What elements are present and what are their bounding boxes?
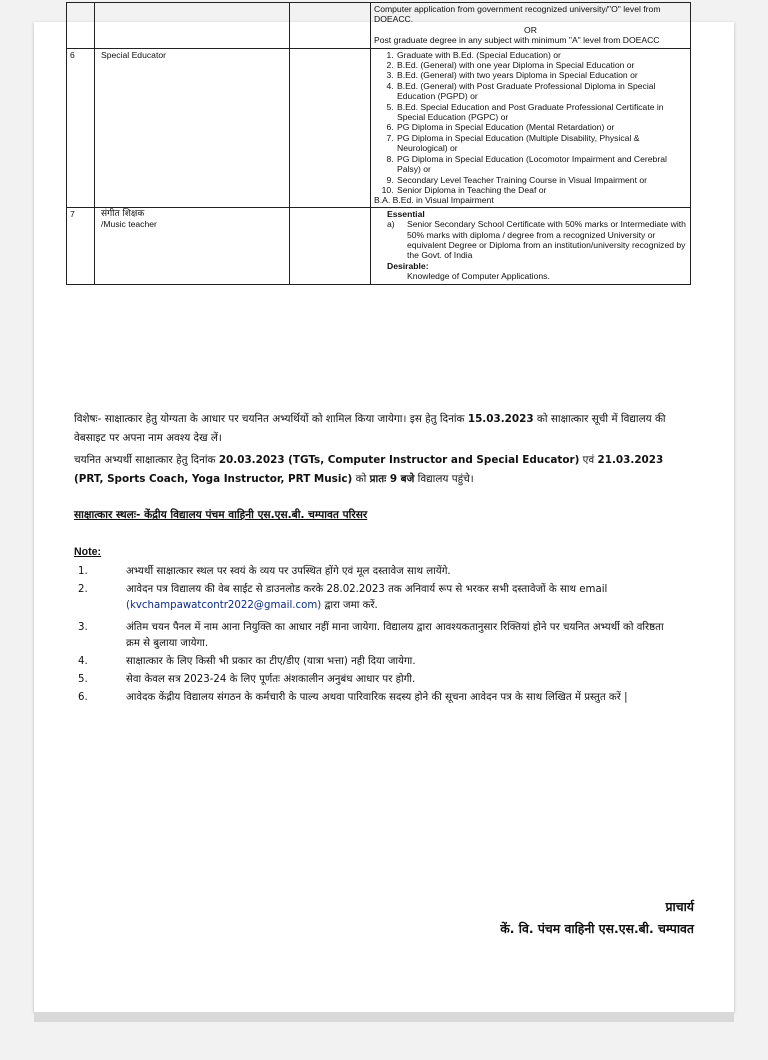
serial-number: 7 — [67, 207, 95, 284]
list-item: 5. सेवा केवल सत्र 2023-24 के लिए पूर्णतः अंशकालीन अनुबंध आधार पर होगी. — [78, 674, 416, 685]
qualification-list — [374, 50, 687, 196]
serial-number: 6 — [67, 48, 95, 207]
reporting-time: प्रातः 9 बजे — [369, 473, 415, 485]
email-address: (kvchampawatcontr2022@gmail.com) — [126, 600, 322, 611]
interview-date-2: 21.03.2023 — [597, 454, 664, 466]
note-title: Note: — [74, 546, 102, 558]
table-row — [67, 207, 691, 284]
list-item: 8. PG Diploma in Special Education (Locomotor Impairment and Cerebral Palsy) or — [396, 154, 687, 175]
list-item: 6. PG Diploma in Special Education (Mental Retardation) or — [396, 122, 687, 132]
list-item: 7. PG Diploma in Special Education (Multiple Disability, Physical & Neurological) or — [396, 133, 687, 154]
top-row-line: Computer application from government recognized university/"O" level from DOEACC. — [374, 4, 661, 25]
list-item: 2. आवेदन पत्र विद्यालय की वेब साईट से डाउनलोड करके 28.02.2023 तक अनिवार्य रूप से भरकर सभी दस्तावेजों के साथ email (kvchampawatcontr2022@gmail.com) द्वारा जमा करें. — [78, 584, 608, 611]
list-item: 10. Senior Diploma in Teaching the Deaf or — [396, 185, 687, 195]
essential-label: Essential — [387, 208, 425, 219]
post-name: /Music teacher — [101, 219, 157, 230]
signature-office: कें. वि. पंचम वाहिनी एस.एस.बी. चम्पावत — [500, 921, 694, 936]
result-date: 15.03.2023 — [467, 413, 534, 425]
list-item: 1. अभ्यर्थी साक्षात्कार स्थल पर स्वयं के व्यय पर उपस्थित होंगे एवं मूल दस्तावेज साथ लायेंगे. — [78, 566, 451, 577]
essential-marker: a) — [387, 219, 395, 230]
desirable-label: Desirable: — [387, 260, 429, 271]
table-row — [67, 3, 691, 49]
list-item: 3. B.Ed. (General) with two years Diploma in Special Education or — [396, 70, 687, 80]
interview-venue: साक्षात्कार स्थलः- केंद्रीय विद्यालय पंचम वाहिनी एस.एस.बी. चम्पावत परिसर — [74, 509, 368, 521]
list-item: 9. Secondary Level Teacher Training Course in Visual Impairment or — [396, 175, 687, 185]
list-item: 4. साक्षात्कार के लिए किसी भी प्रकार का टीए/डीए (यात्रा भत्ता) नही दिया जायेगा. — [78, 656, 416, 667]
special-note: विशेषः- साक्षात्कार हेतु योग्यता के आधार पर चयनित अभ्यर्थियों को शामिल किया जायेगा। इस हेतु दिनांक 15.03.2023 को साक्षात्कार सूची में विद्यालय की वेबसाइट पर अपना नाम अवश्य देख लें। — [74, 413, 666, 444]
list-last-line: B.A. B.Ed. in Visual Impairment — [374, 195, 494, 206]
top-row-line: Post graduate degree in any subject with minimum "A" level from DOEACC — [374, 35, 660, 46]
or-separator: OR — [524, 24, 537, 35]
post-name: Special Educator — [95, 48, 290, 207]
list-item: 6. आवेदक केंद्रीय विद्यालय संगठन के कर्मचारी के पाल्य अथवा पारिवारिक सदस्य होने की सूचना आवेदन पत्र के साथ लिखित में प्रस्तुत करें | — [78, 692, 628, 703]
interview-schedule: चयनित अभ्यर्थी साक्षात्कार हेतु दिनांक 20.03.2023 (TGTs, Computer Instructor and Special Educator) एवं 21.03.2023 (PRT, Sports Coach, Yoga Instructor, PRT Music) को प्रातः 9 बजे विद्यालय पहुंचे। — [74, 454, 664, 485]
notes-list — [74, 564, 674, 708]
post-name-hindi: संगीत शिक्षक — [101, 208, 145, 219]
list-item: 4. B.Ed. (General) with Post Graduate Professional Diploma in Special Education (PGPD) or — [396, 81, 687, 102]
signature-title: प्राचार्य — [665, 899, 694, 914]
essential-text: Senior Secondary School Certificate with 50% marks or Intermediate with 50% marks with diploma / degree from a recognized University or equivalent Degree or Diploma from an institution/university recognized by the Govt. of India — [407, 219, 686, 261]
qualifications-table — [66, 2, 691, 285]
desirable-text: Knowledge of Computer Applications. — [407, 271, 550, 282]
list-item: 1. Graduate with B.Ed. (Special Education) or — [396, 50, 687, 60]
interview-date-1: 20.03.2023 — [218, 454, 285, 466]
list-item: 5. B.Ed. Special Education and Post Graduate Professional Certificate in Special Education (PGPC) or — [396, 102, 687, 123]
list-item: 2. B.Ed. (General) with one year Diploma in Special Education or — [396, 60, 687, 70]
page-bottom-edge — [34, 1012, 734, 1022]
table-row — [67, 48, 691, 207]
list-item: 3. अंतिम चयन पैनल में नाम आना नियुक्ति का आधार नहीं माना जायेगा. विद्यालय द्वारा आवश्यकतानुसार रिक्तियां होने पर चयनित अभ्यर्थी को वरिष्ठता क्रम से बुलाया जायेगा. — [78, 622, 664, 649]
